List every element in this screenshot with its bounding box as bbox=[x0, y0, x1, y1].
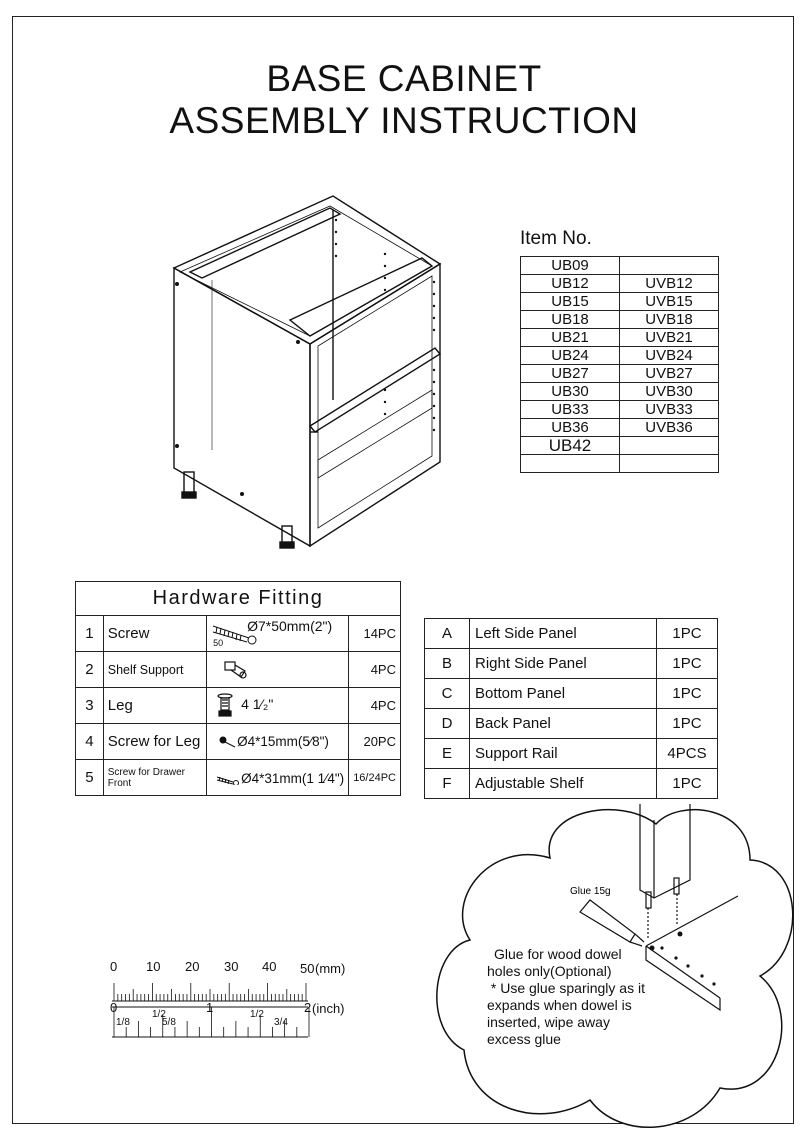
screw-spec: Ø7*50mm(2") bbox=[247, 618, 333, 634]
leg-icon bbox=[215, 693, 235, 719]
inch-label: 1/2 bbox=[250, 1009, 264, 1020]
glue-text-1: Glue for wood dowel bbox=[494, 946, 622, 962]
item-code: UB36 bbox=[521, 419, 620, 437]
hardware-qty: 4PC bbox=[349, 688, 401, 724]
part-letter: E bbox=[425, 739, 470, 769]
hardware-fitting-table bbox=[75, 581, 401, 796]
leg-spec: 4 1⁄₂" bbox=[241, 696, 274, 713]
part-letter: B bbox=[425, 649, 470, 679]
mm-unit: (mm) bbox=[315, 961, 346, 976]
item-variant-code: UVB30 bbox=[620, 383, 719, 401]
drawer-screw-icon bbox=[215, 773, 241, 785]
hardware-spec bbox=[207, 652, 349, 688]
table-row bbox=[76, 688, 401, 724]
table-row bbox=[76, 652, 401, 688]
item-variant-code bbox=[620, 437, 719, 455]
part-qty: 1PC bbox=[657, 649, 718, 679]
mm-label: 10 bbox=[146, 959, 161, 974]
item-variant-code: UVB27 bbox=[620, 365, 719, 383]
measuring-ruler bbox=[100, 955, 370, 1045]
part-name: Left Side Panel bbox=[470, 619, 657, 649]
table-row bbox=[76, 724, 401, 760]
item-code: UB24 bbox=[521, 347, 620, 365]
hardware-name: Screw for Leg bbox=[103, 724, 206, 760]
item-code: UB21 bbox=[521, 329, 620, 347]
item-no-label: Item No. bbox=[520, 228, 592, 249]
table-row bbox=[425, 679, 718, 709]
table-row bbox=[521, 311, 719, 329]
item-variant-code: UVB24 bbox=[620, 347, 719, 365]
part-letter: F bbox=[425, 769, 470, 799]
hardware-name: Screw bbox=[103, 616, 206, 652]
part-qty: 4PCS bbox=[657, 739, 718, 769]
part-name: Support Rail bbox=[470, 739, 657, 769]
parts-table bbox=[424, 618, 718, 799]
hardware-number: 1 bbox=[76, 616, 104, 652]
item-code: UB42 bbox=[521, 437, 620, 455]
hardware-spec bbox=[207, 688, 349, 724]
table-row bbox=[521, 347, 719, 365]
item-code: UB15 bbox=[521, 293, 620, 311]
drawer-screw-spec: Ø4*31mm(1 1⁄4") bbox=[241, 770, 345, 786]
table-row bbox=[76, 760, 401, 796]
hardware-number: 3 bbox=[76, 688, 104, 724]
hardware-number: 5 bbox=[76, 760, 104, 796]
hardware-number: 4 bbox=[76, 724, 104, 760]
inch-label: 0 bbox=[110, 1000, 118, 1015]
item-variant-code bbox=[620, 257, 719, 275]
table-row bbox=[425, 769, 718, 799]
item-code: UB18 bbox=[521, 311, 620, 329]
leg-screw-icon bbox=[219, 736, 237, 750]
mm-label: 50 bbox=[300, 961, 315, 976]
inch-label: 1 bbox=[206, 1000, 214, 1015]
part-letter: C bbox=[425, 679, 470, 709]
table-row bbox=[521, 257, 719, 275]
table-row bbox=[521, 365, 719, 383]
table-row bbox=[521, 455, 719, 473]
glue-text-6: excess glue bbox=[487, 1031, 561, 1047]
table-row bbox=[521, 419, 719, 437]
table-row bbox=[521, 275, 719, 293]
table-row bbox=[76, 616, 401, 652]
item-variant-code bbox=[620, 455, 719, 473]
hardware-name: Shelf Support bbox=[103, 652, 206, 688]
item-code: UB09 bbox=[521, 257, 620, 275]
table-row bbox=[425, 709, 718, 739]
table-row bbox=[521, 383, 719, 401]
hardware-spec bbox=[207, 724, 349, 760]
part-qty: 1PC bbox=[657, 709, 718, 739]
inch-label: 1/2 bbox=[152, 1009, 166, 1020]
part-name: Right Side Panel bbox=[470, 649, 657, 679]
item-variant-code: UVB18 bbox=[620, 311, 719, 329]
mm-label: 20 bbox=[185, 959, 200, 974]
item-variant-code: UVB36 bbox=[620, 419, 719, 437]
mm-label: 30 bbox=[224, 959, 239, 974]
table-row bbox=[521, 293, 719, 311]
hardware-spec bbox=[207, 760, 349, 796]
table-row bbox=[521, 437, 719, 455]
table-row bbox=[425, 739, 718, 769]
item-variant-code: UVB15 bbox=[620, 293, 719, 311]
item-variant-code: UVB21 bbox=[620, 329, 719, 347]
glue-text-4: expands when dowel is bbox=[487, 997, 632, 1013]
part-name: Bottom Panel bbox=[470, 679, 657, 709]
inch-label: 3/4 bbox=[274, 1017, 288, 1028]
part-letter: A bbox=[425, 619, 470, 649]
table-row bbox=[425, 619, 718, 649]
glue-text-5: inserted, wipe away bbox=[487, 1014, 610, 1030]
hardware-name: Leg bbox=[103, 688, 206, 724]
item-variant-code: UVB12 bbox=[620, 275, 719, 293]
inch-label: 1/8 bbox=[116, 1017, 130, 1028]
hardware-qty: 14PC bbox=[349, 616, 401, 652]
table-row bbox=[521, 329, 719, 347]
mm-label: 0 bbox=[110, 959, 118, 974]
part-name: Adjustable Shelf bbox=[470, 769, 657, 799]
inch-label: 5/8 bbox=[162, 1017, 176, 1028]
title-line-2: ASSEMBLY INSTRUCTION bbox=[169, 100, 639, 141]
hardware-qty: 16/24PC bbox=[349, 760, 401, 796]
item-no-table bbox=[520, 256, 719, 473]
hardware-fitting-title: Hardware Fitting bbox=[76, 582, 401, 616]
table-header-row bbox=[76, 582, 401, 616]
table-row bbox=[425, 649, 718, 679]
inch-unit: (inch) bbox=[312, 1001, 345, 1016]
table-row bbox=[521, 401, 719, 419]
hardware-name: Screw for Drawer Front bbox=[103, 760, 206, 796]
glue-text-2: holes only(Optional) bbox=[487, 963, 612, 979]
part-qty: 1PC bbox=[657, 619, 718, 649]
item-code: UB33 bbox=[521, 401, 620, 419]
part-qty: 1PC bbox=[657, 769, 718, 799]
item-code: UB30 bbox=[521, 383, 620, 401]
hardware-number: 2 bbox=[76, 652, 104, 688]
mm-label: 40 bbox=[262, 959, 277, 974]
item-variant-code: UVB33 bbox=[620, 401, 719, 419]
part-name: Back Panel bbox=[470, 709, 657, 739]
hardware-spec bbox=[207, 616, 349, 652]
screw-spec-small: 50 bbox=[213, 638, 224, 648]
item-code bbox=[521, 455, 620, 473]
part-qty: 1PC bbox=[657, 679, 718, 709]
glue-amount-label: Glue 15g bbox=[570, 886, 611, 897]
part-letter: D bbox=[425, 709, 470, 739]
shelf-support-icon bbox=[221, 659, 251, 681]
hardware-qty: 20PC bbox=[349, 724, 401, 760]
hardware-qty: 4PC bbox=[349, 652, 401, 688]
title-line-1: BASE CABINET bbox=[266, 58, 542, 99]
item-code: UB27 bbox=[521, 365, 620, 383]
cabinet-illustration bbox=[160, 180, 460, 560]
inch-label: 2 bbox=[304, 1000, 312, 1015]
glue-text-3: * Use glue sparingly as it bbox=[487, 980, 645, 996]
item-code: UB12 bbox=[521, 275, 620, 293]
leg-screw-spec: Ø4*15mm(5⁄8") bbox=[237, 734, 329, 750]
